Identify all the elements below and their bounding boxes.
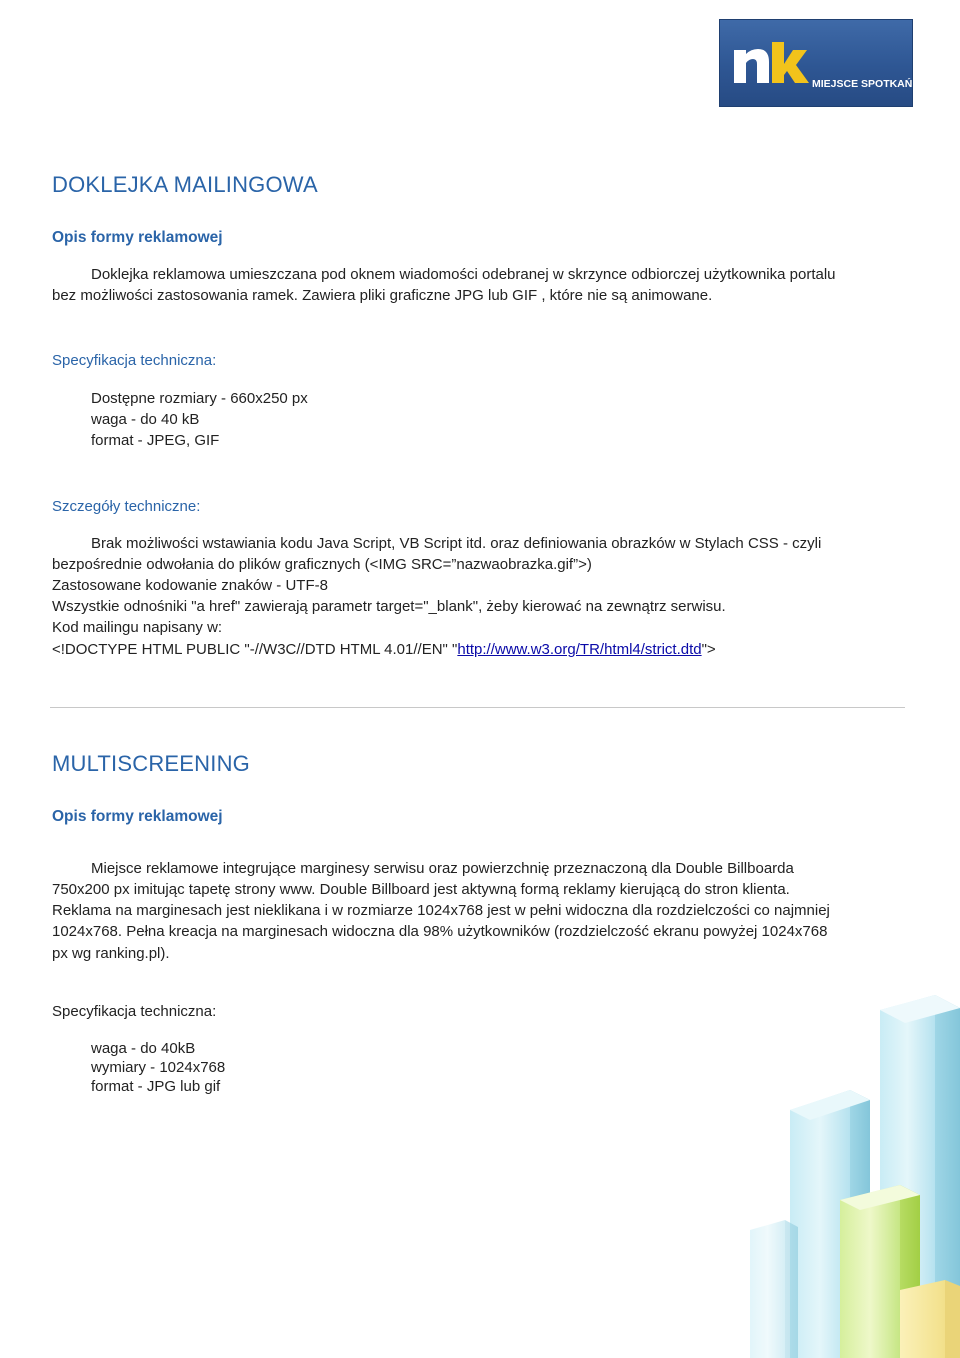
section2-desc-line: 750x200 px imitując tapetę strony www. Double Billboard jest aktywną formą reklamy kierującą do stron klienta. <box>52 881 790 898</box>
nk-logo[interactable] <box>719 19 913 107</box>
section1-title: DOKLEJKA MAILINGOWA <box>52 172 318 197</box>
decorative-bars-graphic <box>730 990 960 1358</box>
section1-details-heading: Szczegóły techniczne: <box>52 498 201 515</box>
section1-details-line5: Kod mailingu napisany w: <box>52 619 223 636</box>
section1-desc-heading: Opis formy reklamowej <box>52 229 223 246</box>
section1-details-line2: bezpośrednie odwołania do plików graficznych (<IMG SRC=”nazwaobrazka.gif”>) <box>52 556 592 573</box>
section1-desc-line1: Doklejka reklamowa umieszczana pod oknem wiadomości odebranej w skrzynce odbiorczej użytkownika portalu <box>91 266 836 283</box>
section2-desc-line: 1024x768. Pełna kreacja na marginesach widoczna dla 98% użytkowników (rozdzielczość ekranu powyżej 1024x768 <box>52 923 828 940</box>
section2-desc-heading: Opis formy reklamowej <box>52 808 223 825</box>
section2-title: MULTISCREENING <box>52 751 250 776</box>
doctype-link[interactable]: http://www.w3.org/TR/html4/strict.dtd <box>457 641 702 658</box>
section1-desc-line2: bez możliwości zastosowania ramek. Zawiera pliki graficzne JPG lub GIF , które nie są animowane. <box>52 287 713 304</box>
section2-spec-item: wymiary - 1024x768 <box>91 1059 226 1076</box>
nk-logo-graphic <box>720 20 914 108</box>
section1-spec-heading: Specyfikacja techniczna: <box>52 352 217 369</box>
logo-letter-n <box>734 49 769 83</box>
section1-details-line1: Brak możliwości wstawiania kodu Java Script, VB Script itd. oraz definiowania obrazków w Stylach CSS - czyli <box>91 535 822 552</box>
section-divider <box>50 707 905 708</box>
logo-tagline: MIEJSCE SPOTKAŃ <box>812 78 913 90</box>
section2-spec-item: waga - do 40kB <box>91 1040 196 1057</box>
section1-details-line3: Zastosowane kodowanie znaków - UTF-8 <box>52 577 328 594</box>
section2-spec-heading: Specyfikacja techniczna: <box>52 1003 217 1020</box>
section1-doctype-line <box>52 639 716 661</box>
section2-desc-line: Reklama na marginesach jest nieklikana i w rozmiarze 1024x768 jest w pełni widoczna dla rozdzielczości co najmniej <box>52 902 830 919</box>
section2-desc-line: Miejsce reklamowe integrujące marginesy serwisu oraz powierzchnię przeznaczoną dla Double Billboarda <box>91 860 794 877</box>
section2-desc-line: px wg ranking.pl). <box>52 945 170 962</box>
doctype-prefix: <!DOCTYPE HTML PUBLIC "-//W3C//DTD HTML 4.01//EN" " <box>52 641 458 658</box>
logo-letter-k <box>772 42 809 83</box>
doctype-suffix: "> <box>701 641 716 658</box>
section2-spec-item: format - JPG lub gif <box>91 1078 221 1095</box>
section1-spec-item: waga - do 40 kB <box>91 411 200 428</box>
section1-spec-item: Dostępne rozmiary - 660x250 px <box>91 390 308 407</box>
deco-bar <box>900 1280 960 1358</box>
deco-bar <box>750 1220 798 1358</box>
section1-details-line4: Wszystkie odnośniki "a href" zawierają parametr target="_blank", żeby kierować na zewnątrz serwisu. <box>52 598 726 615</box>
section1-spec-item: format - JPEG, GIF <box>91 432 220 449</box>
